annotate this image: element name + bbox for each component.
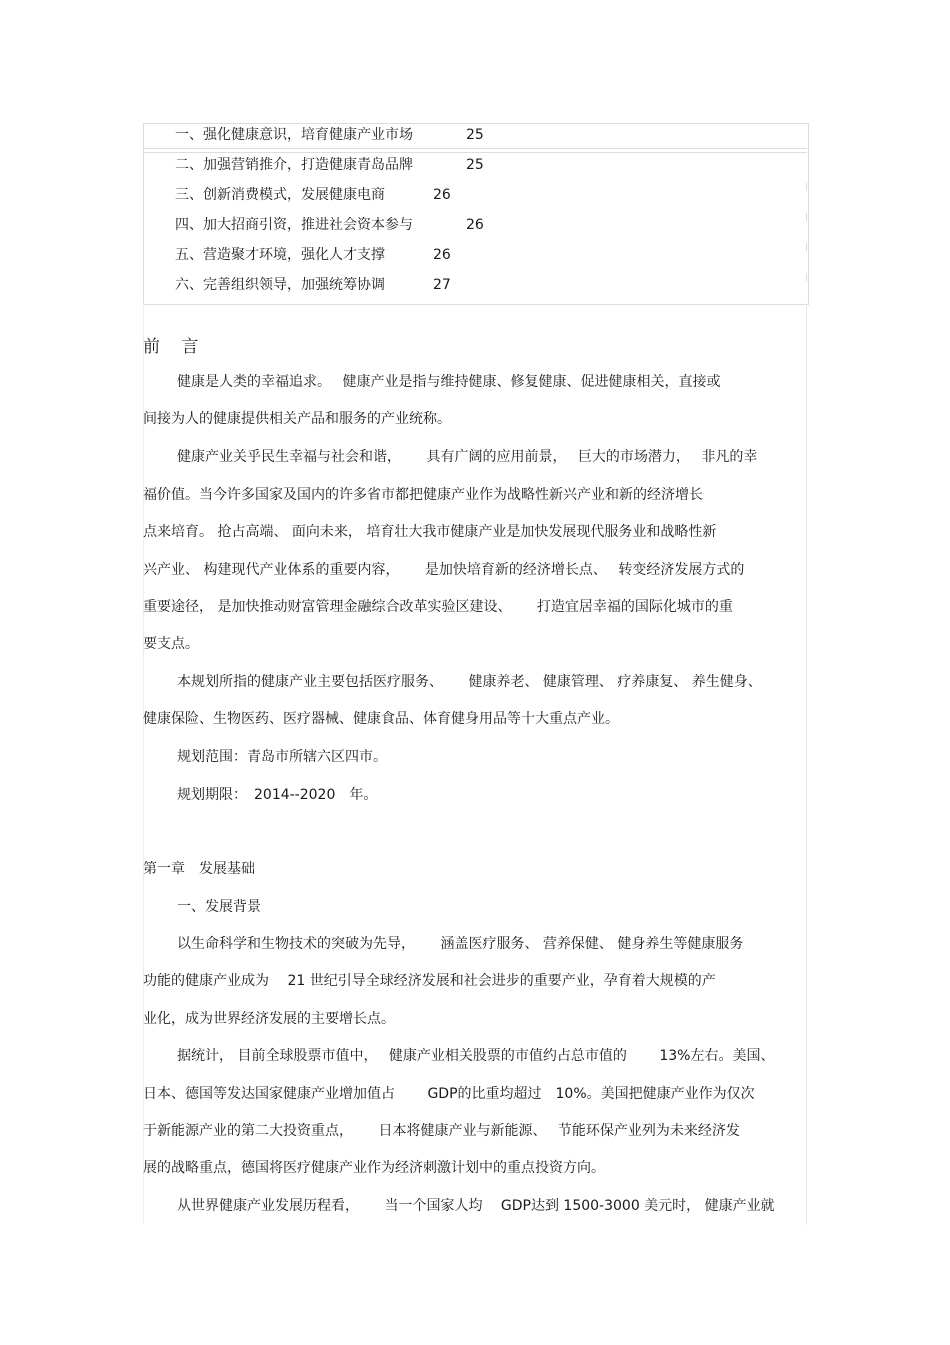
toc-entry[interactable] (175, 244, 385, 266)
toc-tick (806, 213, 807, 221)
toc-entry-page: 27 (433, 277, 451, 293)
paragraph-line: 业化，成为世界经济发展的主要增长点。 (143, 1011, 395, 1027)
toc-entry-label: 二、加强营销推介，打造健康青岛品牌 (175, 157, 413, 173)
toc-entry-page: 25 (466, 157, 484, 173)
toc-entry-label: 四、加大招商引资，推进社会资本参与 (175, 217, 413, 233)
paragraph-line: 据统计， 目前全球股票市值中， 健康产业相关股票的市值约占总市值的 13%左右。美国、 (177, 1048, 775, 1064)
toc-entry[interactable] (175, 184, 385, 206)
toc-entry[interactable] (175, 154, 413, 176)
toc-entry-label: 一、强化健康意识，培育健康产业市场 (175, 127, 413, 143)
paragraph-line: 点来培育。 抢占高端、 面向未来， 培育壮大我市健康产业是加快发展现代服务业和战略性新 (143, 524, 717, 540)
toc-entry-label: 三、创新消费模式，发展健康电商 (175, 187, 385, 203)
paragraph-line: 于新能源产业的第二大投资重点， 日本将健康产业与新能源、 节能环保产业列为未来经济发 (143, 1123, 740, 1139)
scope-line: 规划范围：青岛市所辖六区四市。 (177, 749, 387, 765)
paragraph-line: 本规划所指的健康产业主要包括医疗服务、 健康养老、 健康管理、 疗养康复、 养生健身、 (177, 674, 762, 690)
toc-entry-page: 26 (433, 247, 451, 263)
paragraph-line: 功能的健康产业成为 21 世纪引导全球经济发展和社会进步的重要产业，孕育着大规模的产 (143, 973, 716, 989)
paragraph-line: 福价值。当今许多国家及国内的许多省市都把健康产业作为战略性新兴产业和新的经济增长 (143, 487, 703, 503)
toc-entry[interactable] (175, 214, 413, 236)
toc-entry-page: 26 (466, 217, 484, 233)
toc-tick (806, 183, 807, 191)
toc-divider (143, 148, 807, 149)
paragraph-line: 健康产业关乎民生幸福与社会和谐， 具有广阔的应用前景， 巨大的市场潜力， 非凡的幸 (177, 449, 758, 465)
toc-entry-page: 26 (433, 187, 451, 203)
paragraph-line: 以生命科学和生物技术的突破为先导， 涵盖医疗服务、 营养保健、 健身养生等健康服务 (177, 936, 744, 952)
chapter-title: 第一章 发展基础 (143, 861, 255, 877)
paragraph-line: 重要途径， 是加快推动财富管理金融综合改革实验区建设、 打造宜居幸福的国际化城市的重 (143, 599, 733, 615)
toc-tick (806, 243, 807, 251)
toc-tick (806, 273, 807, 281)
paragraph-line: 日本、德国等发达国家健康产业增加值占 GDP的比重均超过 10%。美国把健康产业作为仅次 (143, 1086, 755, 1102)
toc-entry-label: 五、营造聚才环境，强化人才支撑 (175, 247, 385, 263)
paragraph-line: 要支点。 (143, 636, 199, 652)
paragraph-line: 健康是人类的幸福追求。 健康产业是指与维持健康、修复健康、促进健康相关，直接或 (177, 374, 721, 390)
toc-entry-page: 25 (466, 127, 484, 143)
preface-title: 前 言 (143, 337, 207, 357)
toc-entry[interactable] (175, 274, 385, 296)
paragraph-line: 间接为人的健康提供相关产品和服务的产业统称。 (143, 411, 451, 427)
toc-entry-label: 六、完善组织领导，加强统筹协调 (175, 277, 385, 293)
toc-divider (143, 152, 807, 153)
section-title: 一、发展背景 (177, 899, 261, 915)
paragraph-line: 健康保险、生物医药、医疗器械、健康食品、体育健身用品等十大重点产业。 (143, 711, 619, 727)
period-line: 规划期限： 2014--2020 年。 (177, 787, 378, 803)
toc-entry[interactable] (175, 124, 413, 146)
paragraph-line: 从世界健康产业发展历程看， 当一个国家人均 GDP达到 1500-3000 美元时， 健康产业就 (177, 1198, 775, 1214)
paragraph-line: 展的战略重点，德国将医疗健康产业作为经济刺激计划中的重点投资方向。 (143, 1160, 605, 1176)
paragraph-line: 兴产业、 构建现代产业体系的重要内容， 是加快培育新的经济增长点、 转变经济发展方式的 (143, 562, 745, 578)
